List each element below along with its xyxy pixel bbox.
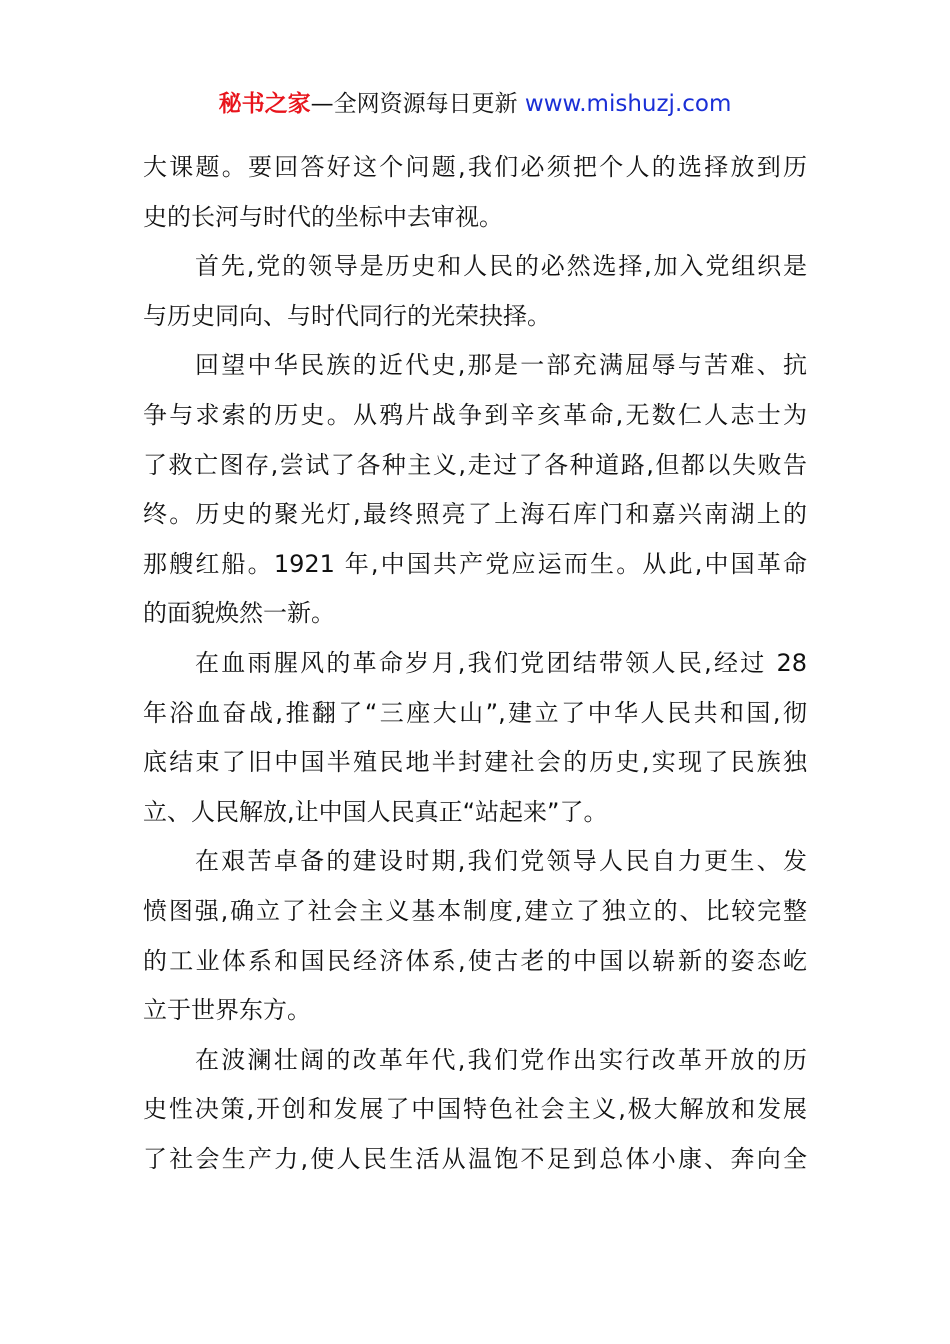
text-line: 史性决策,开创和发展了中国特色社会主义,极大解放和发展 (143, 1095, 807, 1124)
header-slogan: —全网资源每日更新 (310, 91, 525, 117)
text-line: 大课题。要回答好这个问题,我们必须把个人的选择放到历 (143, 153, 807, 181)
text-line: 首先,党的领导是历史和人民的必然选择,加入党组织是 (195, 252, 807, 281)
text-line: 终。历史的聚光灯,最终照亮了上海石库门和嘉兴南湖上的 (143, 500, 807, 529)
text-line: 立、人民解放,让中国人民真正“站起来”了。 (143, 797, 608, 826)
page-header (0, 86, 950, 122)
text-line: 争与求索的历史。从鸦片战争到辛亥革命,无数仁人志士为 (143, 400, 807, 429)
text-line: 的面貌焕然一新。 (143, 599, 335, 628)
text-line: 立于世界东方。 (143, 996, 311, 1025)
text-line: 在波澜壮阔的改革年代,我们党作出实行改革开放的历 (195, 1045, 807, 1074)
text-line: 年浴血奋战,推翻了“三座大山”,建立了中华人民共和国,彻 (143, 698, 807, 727)
text-line: 史的长河与时代的坐标中去审视。 (143, 202, 503, 231)
text-line: 回望中华民族的近代史,那是一部充满屈辱与苦难、抗 (195, 351, 807, 380)
text-line: 那艘红船。1921 年,中国共产党应运而生。从此,中国革命 (143, 549, 807, 578)
text-line: 与历史同向、与时代同行的光荣抉择。 (143, 301, 551, 330)
text-line: 愤图强,确立了社会主义基本制度,建立了独立的、比较完整 (143, 896, 807, 925)
text-line: 了社会生产力,使人民生活从温饱不足到总体小康、奔向全 (143, 1144, 807, 1173)
text-line: 的工业体系和国民经济体系,使古老的中国以崭新的姿态屹 (143, 946, 807, 975)
document-body (143, 143, 807, 1184)
header-url-link[interactable]: www.mishuzj.com (524, 91, 732, 117)
text-line: 在血雨腥风的革命岁月,我们党团结带领人民,经过 28 (195, 648, 807, 677)
text-line: 在艰苦卓备的建设时期,我们党领导人民自力更生、发 (195, 847, 807, 876)
text-line: 底结束了旧中国半殖民地半封建社会的历史,实现了民族独 (143, 748, 807, 777)
text-line: 了救亡图存,尝试了各种主义,走过了各种道路,但都以失败告 (143, 450, 807, 479)
header-brand: 秘书之家 (218, 91, 311, 117)
